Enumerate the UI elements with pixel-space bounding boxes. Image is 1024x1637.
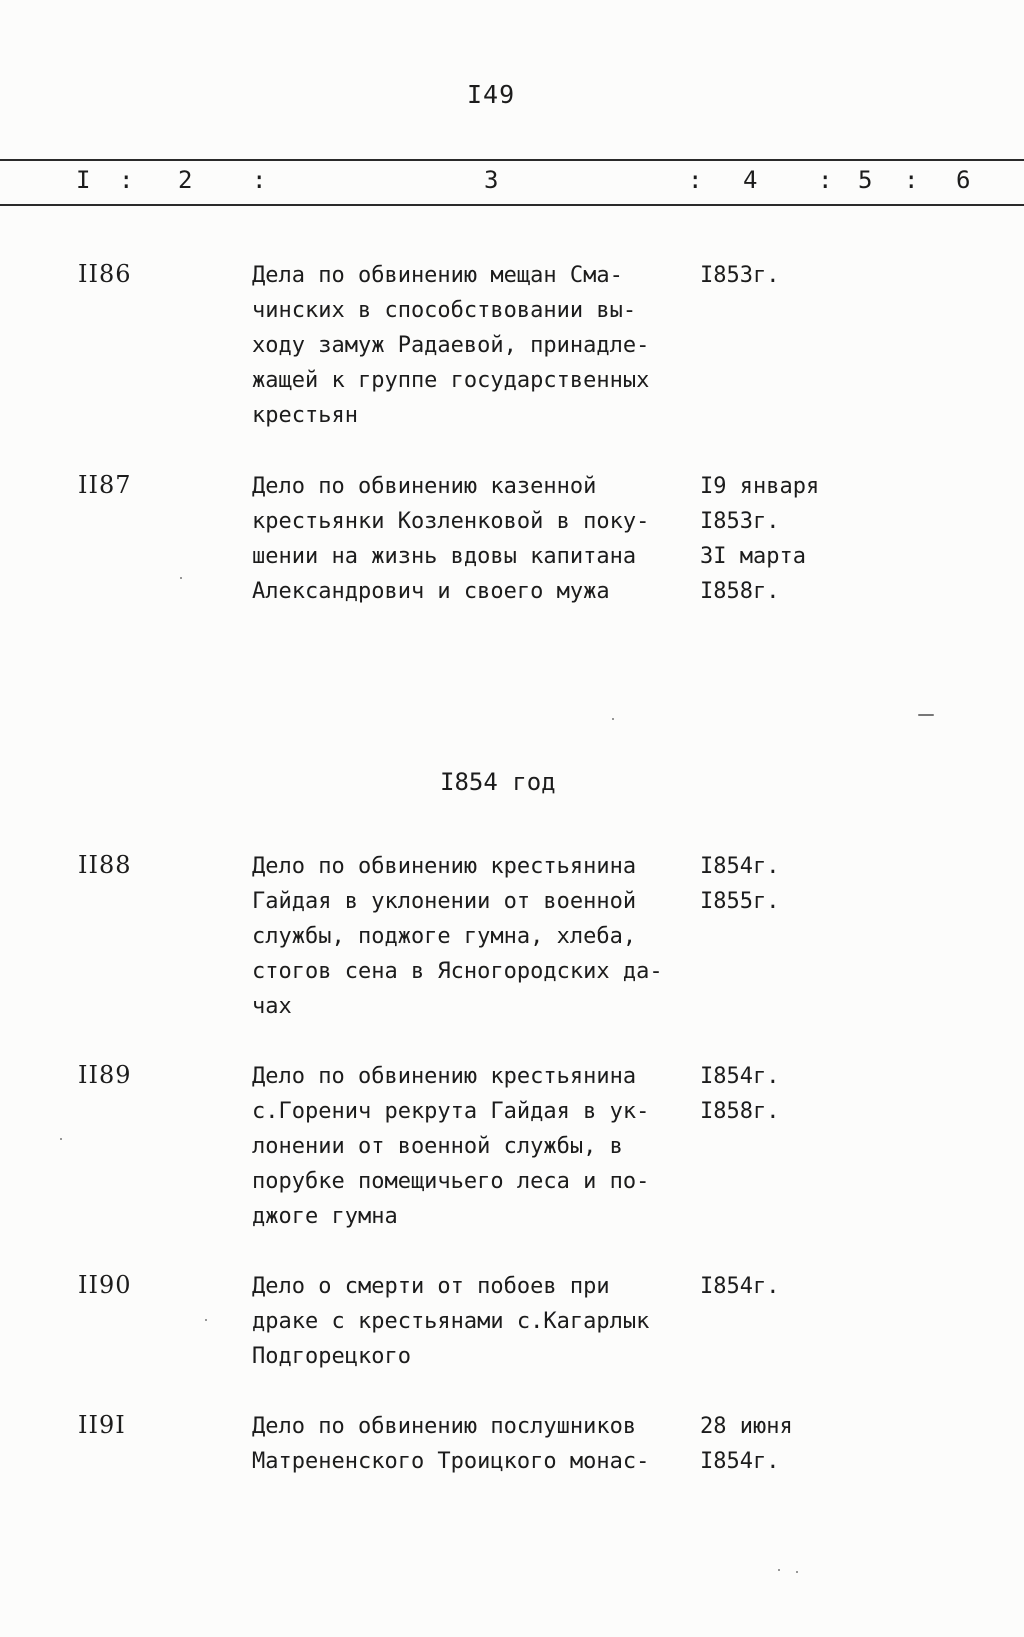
case-number: II87 [78,471,132,499]
date-line: I853г. [700,263,780,288]
description-line: шении на жизнь вдовы капитана [252,544,637,569]
case-description [252,469,649,609]
column-separator: : [119,166,134,194]
description-line: Дело по обвинению крестьянина [252,1064,637,1089]
column-separator: : [252,166,267,194]
date-line: 3I марта [700,544,806,569]
scan-speck [918,714,934,716]
date-line: I9 января [700,474,820,499]
table-header-top-rule [0,159,1024,161]
description-line: Александрович и своего мужа [252,579,610,604]
column-header-2: 2 [178,166,193,194]
case-number: II90 [78,1271,132,1299]
date-line: 28 июня [700,1414,793,1439]
case-dates [700,1269,779,1304]
description-line: порубке помещичьего леса и по- [252,1169,650,1194]
scan-speck [205,1319,207,1321]
description-line: Дело о смерти от побоев при [252,1274,610,1299]
description-line: с.Горенич рекрута Гайдая в ук- [252,1099,650,1124]
case-dates [700,469,819,609]
column-separator: : [818,166,833,194]
description-line: службы, поджоге гумна, хлеба, [252,924,637,949]
case-number: II86 [78,260,132,288]
description-line: лонении от военной службы, в [252,1134,623,1159]
case-number: II88 [78,851,132,879]
description-line: Дела по обвинению мещан Сма- [252,263,623,288]
scan-speck [180,577,182,579]
description-line: крестьян [252,403,358,428]
description-line: Дело по обвинению крестьянина [252,854,637,879]
scan-speck [612,718,614,720]
table-header-bottom-rule [0,204,1024,206]
date-line: I858г. [700,579,780,604]
case-dates [700,849,779,919]
case-dates [700,258,779,293]
description-line: Дело по обвинению послушников [252,1414,637,1439]
date-line: I854г. [700,854,780,879]
case-description [252,1269,649,1374]
case-number: II9I [78,1411,126,1439]
description-line: жащей к группе государственных [252,368,650,393]
description-line: чах [252,994,292,1019]
description-line: Дело по обвинению казенной [252,474,597,499]
column-header-6: 6 [956,166,971,194]
date-line: I854г. [700,1064,780,1089]
page-number: I49 [467,80,516,109]
column-separator: : [688,166,703,194]
case-dates [700,1059,779,1129]
scan-speck [796,1571,798,1573]
column-header-3: 3 [484,166,499,194]
column-header-5: 5 [858,166,873,194]
column-header-1: I [76,166,91,194]
description-line: ходу замуж Радаевой, принадле- [252,333,650,358]
description-line: чинских в способствовании вы- [252,298,637,323]
date-line: I854г. [700,1449,780,1474]
scan-speck [778,1569,780,1571]
scan-speck [60,1138,62,1140]
case-description [252,258,649,433]
case-description [252,1059,649,1234]
description-line: Матрененского Троицкого монас- [252,1449,650,1474]
date-line: I858г. [700,1099,780,1124]
date-line: I853г. [700,509,780,534]
description-line: Подгорецкого [252,1344,411,1369]
column-header-4: 4 [743,166,758,194]
case-number: II89 [78,1061,132,1089]
section-heading: I854 год [440,768,556,796]
column-separator: : [904,166,919,194]
description-line: крестьянки Козленковой в поку- [252,509,650,534]
description-line: стогов сена в Ясногородских да- [252,959,663,984]
description-line: Гайдая в уклонении от военной [252,889,637,914]
date-line: I854г. [700,1274,780,1299]
case-description [252,1409,649,1479]
case-dates [700,1409,793,1479]
case-description [252,849,663,1024]
date-line: I855г. [700,889,780,914]
description-line: джоге гумна [252,1204,398,1229]
description-line: драке с крестьянами с.Кагарлык [252,1309,650,1334]
